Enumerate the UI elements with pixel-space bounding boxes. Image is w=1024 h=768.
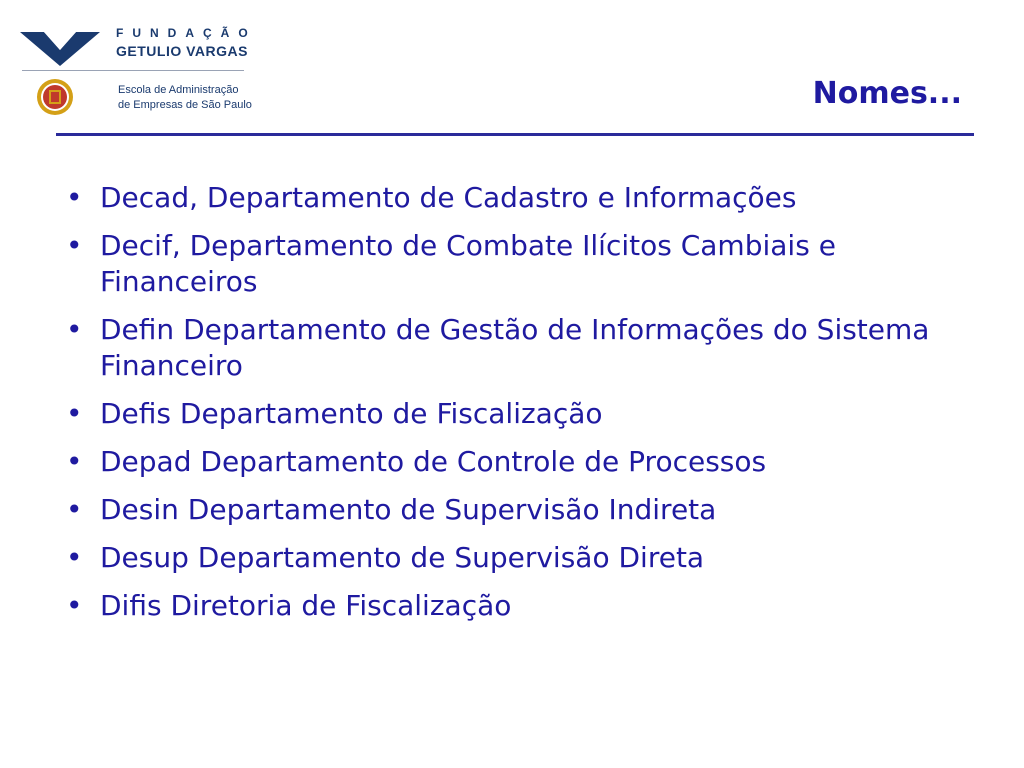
eaesp-crest-icon	[36, 78, 74, 116]
bullet-item: • Depad Departamento de Controle de Processos	[60, 444, 960, 480]
eaesp-name-line1: Escola de Administração	[118, 84, 239, 96]
bullet-item: • Desup Departamento de Supervisão Direta	[60, 540, 960, 576]
fgv-name-line2: GETULIO VARGAS	[116, 43, 248, 59]
slide-title: Nomes...	[812, 76, 962, 111]
eaesp-name	[118, 83, 252, 113]
bullet-item: • Defin Departamento de Gestão de Informações do Sistema Financeiro	[60, 312, 960, 384]
eaesp-name-line2: de Empresas de São Paulo	[118, 99, 252, 111]
logo-divider	[22, 70, 244, 71]
bullet-item: • Decad, Departamento de Cadastro e Informações	[60, 180, 960, 216]
bullet-item: • Difis Diretoria de Fiscalização	[60, 588, 960, 624]
eaesp-logo	[36, 78, 256, 118]
fgv-name-line1: FUNDAÇÃO	[116, 26, 257, 40]
fgv-chevron-icon	[20, 26, 100, 66]
fgv-logo	[20, 22, 257, 72]
bullet-list	[60, 180, 960, 636]
bullet-item: • Decif, Departamento de Combate Ilícitos Cambiais e Financeiros	[60, 228, 960, 300]
title-underline	[56, 133, 974, 136]
bullet-item: • Defis Departamento de Fiscalização	[60, 396, 960, 432]
bullet-item: • Desin Departamento de Supervisão Indireta	[60, 492, 960, 528]
